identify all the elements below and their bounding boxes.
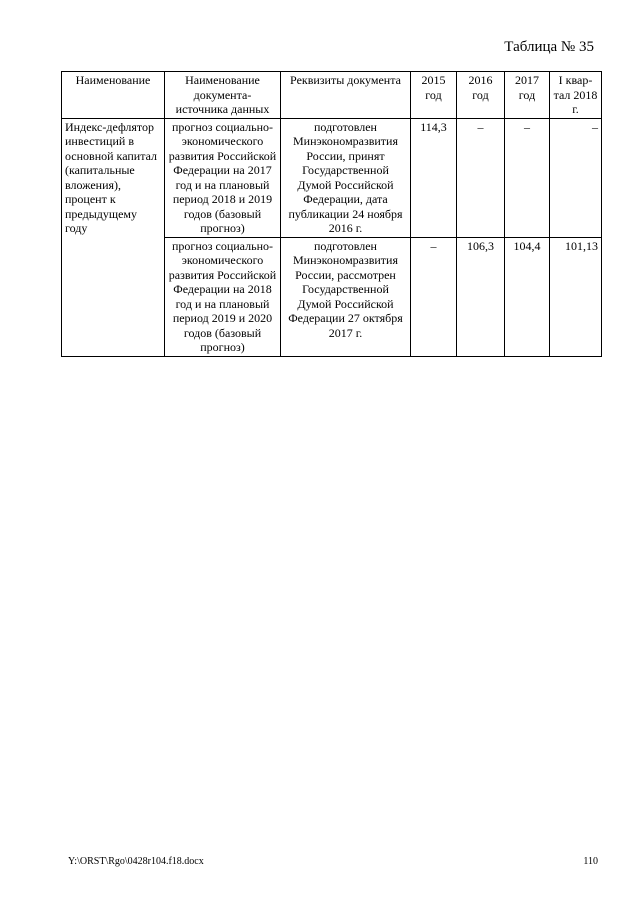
value-2016: 106,3 bbox=[457, 237, 505, 356]
value-2017: – bbox=[505, 118, 550, 237]
source-document: прогноз социально-экономического развития Российской Федерации на 2018 год и на плановый период 2019 и 2020 годов (базовый прогноз) bbox=[165, 237, 281, 356]
header-name: Наименование bbox=[62, 72, 165, 119]
value-2016: – bbox=[457, 118, 505, 237]
value-2015: – bbox=[411, 237, 457, 356]
value-q1-2018: 101,13 bbox=[550, 237, 602, 356]
source-document: прогноз социально-экономического развития Российской Федерации на 2017 год и на плановый период 2018 и 2019 годов (базовый прогноз) bbox=[165, 118, 281, 237]
indicator-name: Индекс-дефлятор инвестиций в основной капитал (капитальные вложения), процент к предыдущему году bbox=[62, 118, 165, 356]
header-2016: 2016 год bbox=[457, 72, 505, 119]
table-header-row bbox=[62, 72, 602, 119]
page-number: 110 bbox=[583, 856, 598, 867]
header-source-document: Наименование документа-источника данных bbox=[165, 72, 281, 119]
value-2017: 104,4 bbox=[505, 237, 550, 356]
table-row bbox=[62, 118, 602, 237]
footer-file-path: Y:\ORST\Rgo\0428r104.f18.docx bbox=[68, 856, 204, 867]
header-2017: 2017 год bbox=[505, 72, 550, 119]
page-title: Таблица № 35 bbox=[504, 39, 594, 55]
value-q1-2018: – bbox=[550, 118, 602, 237]
document-details: подготовлен Минэкономразвития России, рассмотрен Государственной Думой Российской Федерации 27 октября 2017 г. bbox=[281, 237, 411, 356]
value-2015: 114,3 bbox=[411, 118, 457, 237]
header-q1-2018: I квар-тал 2018 г. bbox=[550, 72, 602, 119]
header-document-details: Реквизиты документа bbox=[281, 72, 411, 119]
header-2015: 2015 год bbox=[411, 72, 457, 119]
document-details: подготовлен Минэкономразвития России, принят Государственной Думой Российской Федерации, дата публикации 24 ноября 2016 г. bbox=[281, 118, 411, 237]
data-table bbox=[61, 71, 602, 357]
